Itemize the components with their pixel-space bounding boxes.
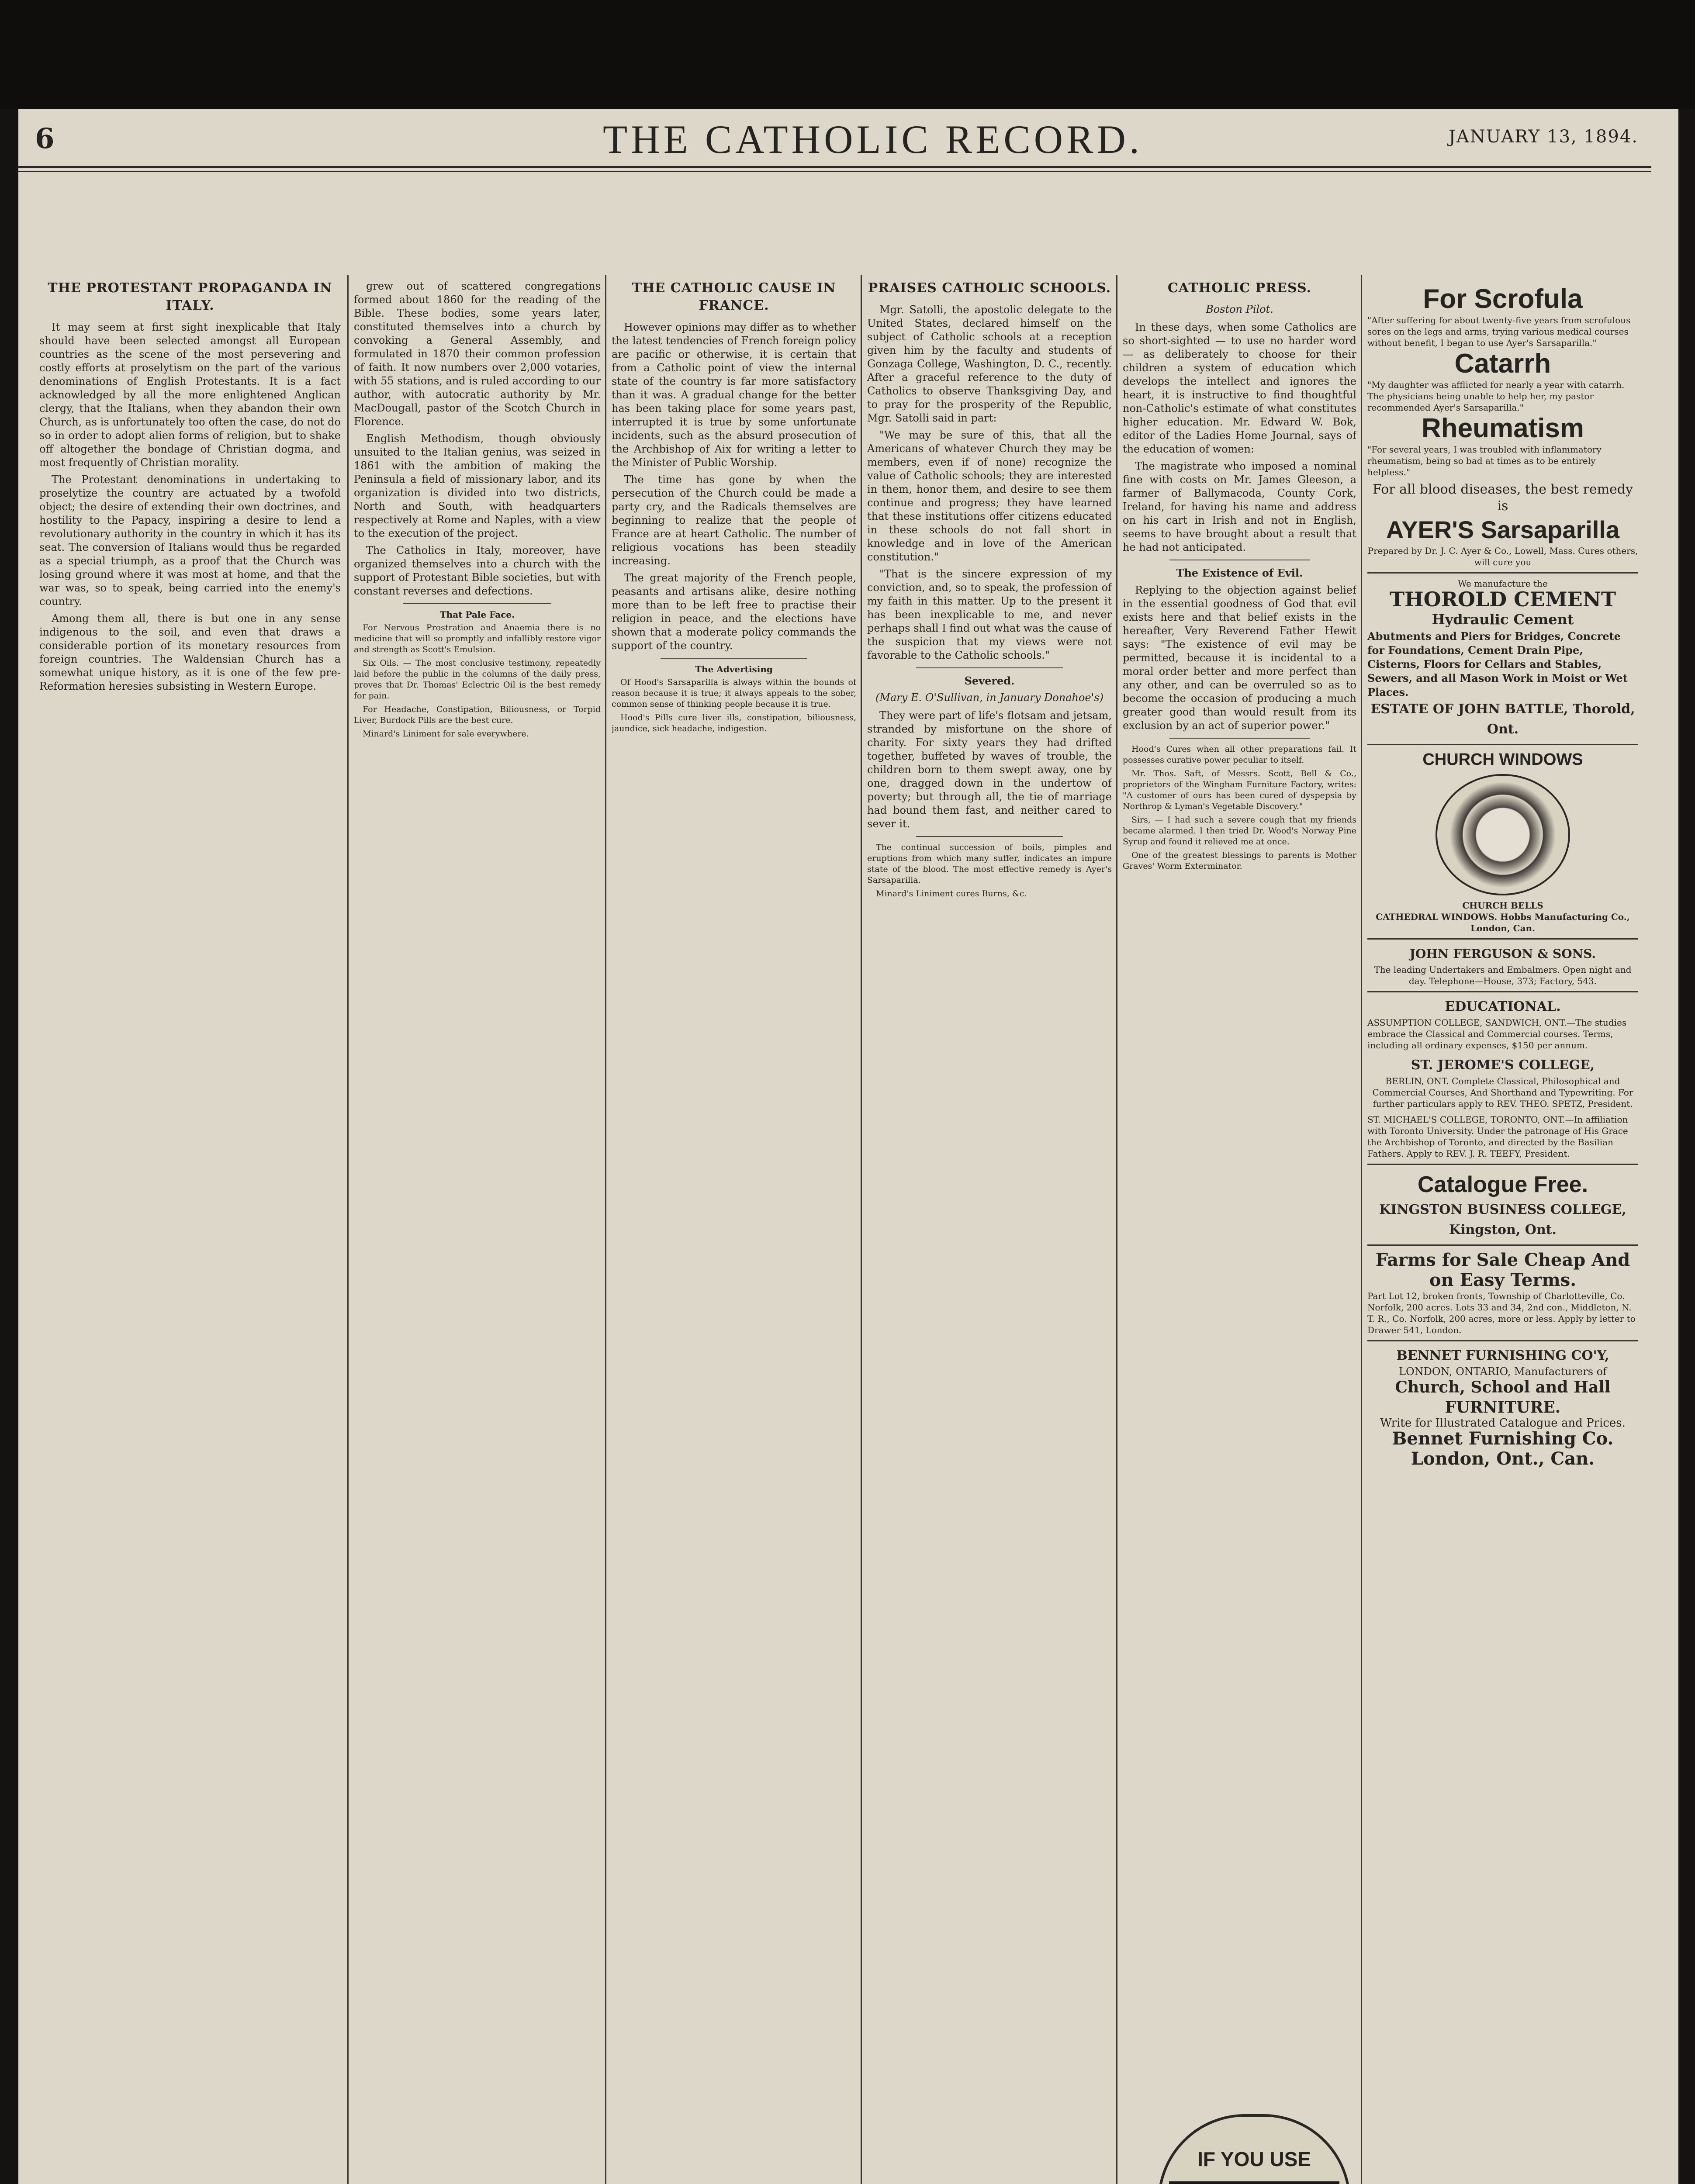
masthead-rule: [17, 166, 1651, 168]
paragraph: Among them all, there is but one in any sense indigenous to the soil, and even that draws a considerable portion of its monetary resources from foreign countries. The Waldensian Church has a somewhat unique history, as it is one of the few pre-Reformation heresies subsisting in Western Europe.: [39, 612, 341, 692]
column-catholic-press: [1123, 280, 1356, 2105]
scan-border: [0, 0, 1695, 109]
paragraph: English Methodism, though obviously unsuited to the Italian genius, was seized in 1861 with the ambition of making the Peninsula a field of missionary labor, and its organization is divided into two districts, North and South, with headquarters respectively at Rome and Naples, with a view to the execution of the project.: [354, 432, 601, 539]
ad-text: BERLIN, ONT. Complete Classical, Philosophical and Commercial Courses, And Shorthand and Typewriting. For further particulars apply to REV. THEO. SPETZ, President.: [1372, 1076, 1633, 1109]
ad-heading: Farms for Sale Cheap And on Easy Terms.: [1375, 1250, 1630, 1290]
small-ad: One of the greatest blessings to parents is Mother Graves' Worm Exterminator.: [1123, 850, 1356, 871]
paragraph: The magistrate who imposed a nominal fine with costs on Mr. James Gleeson, a farmer of Ballymacoda, County Cork, Ireland, for having his name and address on his cart in Irish and not in English, seems to have brought about a result that he had not anticipated.: [1123, 460, 1356, 553]
stained-glass-illustration: [1436, 774, 1570, 895]
thorold-cement-ad: [1367, 574, 1638, 745]
page-number: 6: [35, 122, 55, 155]
ad-text: Part Lot 12, broken fronts, Township of Charlotteville, Co. Norfolk, 200 acres. Lots 33 and 34, 2nd con., Middleton, N. T. R., Co. Norfolk, 200 acres, more or less. Apply by letter to Drawer 541, London.: [1367, 1291, 1636, 1335]
paragraph: The great majority of the French people, peasants and artisans alike, desire nothing more than to be left free to practise their religion in peace, and the elections have shown that a moderate policy commands the support of the country.: [612, 572, 856, 652]
paragraph: grew out of scattered congregations formed about 1860 for the reading of the Bible. These bodies, some years later, constituted themselves into a church by convoking a General Assembly, and formulated in 1870 their common profession of faith. It now numbers over 2,000 votaries, with 55 stations, and is ruled according to our author, with autocratic authority by Mr. MacDougall, pastor of the Scotch Church in Florence.: [354, 280, 601, 428]
notice-headline: That Pale Face.: [439, 609, 515, 620]
advertising-body: [612, 677, 856, 734]
sunlight-brand: [1169, 2181, 1339, 2184]
column-rule: [605, 275, 606, 2184]
ad-text: ASSUMPTION COLLEGE, SANDWICH, ONT.—The studies embrace the Classical and Commercial courses. Terms, including all ordinary expenses, $150 per annum.: [1367, 1017, 1627, 1051]
ad-text: KINGSTON BUSINESS COLLEGE, Kingston, Ont.: [1379, 1202, 1626, 1237]
sunlight-top: IF YOU USE: [1197, 2148, 1311, 2170]
column-rule: [1361, 275, 1362, 2184]
advertisement-column: [1367, 280, 1638, 1473]
ad-heading: THOROLD CEMENT: [1389, 587, 1616, 611]
separator: [916, 836, 1063, 837]
sub-headline: The Existence of Evil.: [1176, 567, 1303, 579]
business-college-ad: [1367, 1165, 1638, 1246]
paragraph: Replying to the objection against belief in the essential goodness of God that evil exists here and that belief exists in the hereafter, Very Reverend Father Hewit says: "The existence of evil may be permitted, because it is incidental to a moral order better and more perfect than any other, and can be overruled so as to become the occasion of producing a much greater good than would result from its exclusion by an act of superior power.": [1123, 584, 1356, 732]
ad-subheading: Hydraulic Cement: [1432, 611, 1574, 628]
ad-text: The leading Undertakers and Embalmers. Open night and day. Telephone—House, 373; Factory, 543.: [1374, 964, 1632, 986]
article-headline: THE PROTESTANT PROPAGANDA IN ITALY.: [48, 280, 332, 313]
paragraph: The time has gone by when the persecution of the Church could be made a party cry, and the Radicals themselves are beginning to realize that the people of France are at heart Catholic. The number of religious vocations has been steadily increasing.: [612, 473, 856, 567]
advertising-text: Of Hood's Sarsaparilla is always within the bounds of reason because it is true; it always appeals to the sober, common sense of thinking people because it is true.: [612, 677, 856, 709]
ad-heading: Rheumatism: [1421, 413, 1584, 443]
footer-ad: Minard's Liniment cures Burns, &c.: [876, 889, 1027, 898]
article-body: [612, 321, 856, 653]
issue-date: JANUARY 13, 1894.: [1448, 127, 1638, 147]
small-ad: Six Oils. — The most conclusive testimony, repeatedly laid before the public in the columns of the daily press, proves that Dr. Thomas' Eclectric Oil is the best remedy for pain.: [354, 658, 601, 701]
paragraph: "That is the sincere expression of my conviction, and, so to speak, the profession of my faith in this matter. Up to the present it has been inexplicable to me, and never perhaps shall I find out what was the cause of the suspicion that my views were not favorable to the Catholic schools.": [867, 568, 1112, 661]
masthead-rule-thin: [17, 171, 1651, 172]
sub-body: [1123, 584, 1356, 733]
ad-text: ST. MICHAEL'S COLLEGE, TORONTO, ONT.—In affiliation with Toronto University. Under the patronage of His Grace the Archbishop of Toronto, and directed by the Basilian Fathers. Apply to REV. J. R. TEEFY, President.: [1367, 1114, 1628, 1159]
column-praises-catholic-schools: [867, 280, 1112, 2184]
ad-heading: BENNET FURNISHING CO'Y,: [1396, 1348, 1609, 1363]
footer-ad: Hood's Pills cure liver ills, constipation, biliousness, jaundice, sick headache, indigestion.: [612, 713, 856, 733]
poem-credit: (Mary E. O'Sullivan, in January Donahoe's): [875, 691, 1103, 704]
small-ad: Minard's Liniment for sale everywhere.: [363, 729, 529, 739]
article-headline: PRAISES CATHOLIC SCHOOLS.: [868, 280, 1111, 296]
ad-footer: Prepared by Dr. J. C. Ayer & Co., Lowell, Mass. Cures others, will cure you: [1367, 546, 1638, 567]
ad-heading: Catarrh: [1454, 349, 1551, 379]
ad-text: The continual succession of boils, pimples and eruptions from which many suffer, indicates an impure state of the blood. The most effective remedy is Ayer's Sarsaparilla.: [867, 843, 1112, 885]
notice-body: [354, 622, 601, 740]
ad-text: LONDON, ONTARIO, Manufacturers of: [1399, 1365, 1607, 1378]
poem-body: [867, 709, 1112, 831]
ad-text: "My daughter was afflicted for nearly a year with catarrh. The physicians being unable to help her, my pastor recommended Ayer's Sarsaparilla.": [1367, 380, 1625, 413]
poem-headline: Severed.: [964, 674, 1015, 687]
column-protestant-continued: [354, 280, 601, 2184]
small-ad: For Headache, Constipation, Biliousness, or Torpid Liver, Burdock Pills are the best cure.: [354, 705, 601, 725]
column-protestant-propaganda: [39, 280, 341, 2184]
column-rule: [347, 275, 349, 2184]
ad-heading: For Scrofula: [1423, 284, 1583, 314]
ads-body: [1123, 744, 1356, 872]
ad-text: "For several years, I was troubled with inflammatory rheumatism, being so bad at times as to be entirely helpless.": [1367, 444, 1602, 477]
church-windows-ad: [1367, 745, 1638, 940]
separator: [403, 603, 551, 604]
ad-side-label: CHURCH BELLS: [1462, 900, 1543, 911]
paragraph: However opinions may differ as to whether the latest tendencies of French foreign policy are pacific or otherwise, it is certain that from a Catholic point of view the internal state of the country is far more satisfactory than it was. A gradual change for the better has been taking place for some years past, interrupted it is true by some unfortunate incidents, such as the absurd prosecution of the Archbishop of Aix for writing a letter to the Minister of Public Worship.: [612, 321, 856, 469]
ad-heading: ST. JEROME'S COLLEGE,: [1411, 1057, 1595, 1073]
article-headline: CATHOLIC PRESS.: [1167, 280, 1312, 296]
ad-footer: CATHEDRAL WINDOWS. Hobbs Manufacturing Co., London, Can.: [1376, 912, 1630, 933]
column-rule: [861, 275, 862, 2184]
separator: [661, 658, 807, 659]
advertising-headline: The Advertising: [695, 664, 773, 674]
article-headline: THE CATHOLIC CAUSE IN FRANCE.: [632, 280, 836, 313]
ad-lead: For all blood diseases, the best remedy is: [1373, 482, 1633, 514]
ad-heading: EDUCATIONAL.: [1445, 999, 1561, 1014]
ad-heading: JOHN FERGUSON & SONS.: [1409, 947, 1596, 961]
paragraph: The Catholics in Italy, moreover, have organized themselves into a church with the support of Protestant Bible societies, but with constant reverses and defections.: [354, 544, 601, 597]
ad-text: Abutments and Piers for Bridges, Concrete for Foundations, Cement Drain Pipe, Cisterns, Floors for Cellars and Stables, Sewers, and all Mason Work in Moist or Wet Places.: [1367, 630, 1628, 698]
paragraph: They were part of life's flotsam and jetsam, stranded by misfortune on the shore of charity. For sixty years they had drifted together, buffeted by waves of trouble, the children born to them swept away, one by one, dragged down in the undertow of poverty; but through all, the tie of marriage had bound them fast, and neither cared to sever it.: [867, 709, 1112, 830]
farms-ad: [1367, 1246, 1638, 1341]
article-body: [1123, 321, 1356, 554]
column-rule: [1116, 275, 1117, 2184]
separator: [916, 667, 1063, 668]
ad-subheading: Church, School and Hall FURNITURE.: [1395, 1378, 1611, 1417]
paragraph: Mgr. Satolli, the apostolic delegate to the United States, declared himself on the subject of Catholic schools at a reception given him by the faculty and students of Gonzaga College, Washington, D. C., recently. After a graceful reference to the duty of Catholics to observe Thanksgiving Day, and to pray for the prosperity of the Republic, Mgr. Satolli said in part:: [867, 304, 1112, 424]
ayers-ad: [1367, 280, 1638, 574]
educational-ad: [1367, 992, 1638, 1165]
separator: [1169, 738, 1310, 739]
ayers-brand: AYER'S Sarsaparilla: [1386, 516, 1620, 543]
article-body: [354, 280, 601, 598]
ad-body: [867, 842, 1112, 899]
ad-heading: CHURCH WINDOWS: [1422, 750, 1583, 769]
article-byline: Boston Pilot.: [1206, 303, 1273, 315]
article-body: [867, 303, 1112, 662]
ad-text: "After suffering for about twenty-five years from scrofulous sores on the legs and arms, trying various medical courses without benefit, I began to use Ayer's Sarsaparilla.": [1367, 315, 1631, 348]
paragraph: It may seem at first sight inexplicable that Italy should have been selected amongst all European countries as the scene of the most persevering and costly efforts at proselytism on the part of the various denominations of English Protestants. It is a fact acknowledged by all the more enlightened Anglican clergy, that the Italians, when they abandon their own Church, as is unfortunately too often the case, do not do so in order to adopt alien forms of religion, but to shake off altogether the bondage of Christian dogma, and most frequently of Christian morality.: [39, 321, 341, 469]
ad-firm: ESTATE OF JOHN BATTLE, Thorold, Ont.: [1370, 702, 1635, 737]
small-ad: Hood's Cures when all other preparations fail. It possesses curative power peculiar to itself.: [1123, 744, 1356, 765]
notice-text: For Nervous Prostration and Anaemia there is no medicine that will so promptly and infallibly restore vigor and strength as Scott's Emulsion.: [354, 623, 601, 654]
paragraph: The Protestant denominations in undertaking to proselytize the country are actuated by a twofold object; the desire of extending their own doctrines, and hostility to the Papacy, inspiring a desire to lend a revolutionary authority in the country in which it has its seat. The conversion of Italians would thus be regarded as a special triumph, as a proof that the Church was losing ground where it was most at home, and that the war was, so to speak, being carried into the enemy's country.: [39, 473, 341, 608]
article-body: [39, 321, 341, 693]
ad-heading: Catalogue Free.: [1417, 1172, 1588, 1197]
paragraph: "We may be sure of this, that all the Americans of whatever Church they may be members, even if of none) recognize the value of Catholic schools; they are interested in them, honor them, and desire to see them continue and progress; they have learned that these institutions offer citizens educated in these schools do not fall short in knowledge and in love of the American constitution.": [867, 429, 1112, 563]
masthead: [17, 114, 1651, 162]
bennet-furnishing-ad: [1367, 1341, 1638, 1473]
small-ad: Sirs, — I had such a severe cough that my friends became alarmed. I then tried Dr. Wood's Norway Pine Syrup and found it relieved me at once.: [1123, 815, 1356, 847]
paragraph: In these days, when some Catholics are so short-sighted — to use no harder word — as deliberately to choose for their children a system of education which develops the intellect and ignores the heart, it is instructive to find thoughtful non-Catholic's estimate of what constitutes higher education. Mr. Edward W. Bok, editor of the Ladies Home Journal, says of the education of women:: [1123, 321, 1356, 455]
undertakers-ad: [1367, 940, 1638, 992]
small-ad: Mr. Thos. Saft, of Messrs. Scott, Bell & Co., proprietors of the Wingham Furniture Factory, writes: "A customer of ours has been cured of dyspepsia by Northrop & Lyman's Vegetable Discovery.": [1123, 769, 1356, 811]
column-catholic-cause-france: [612, 280, 856, 2184]
ad-lead: We manufacture the: [1458, 578, 1548, 589]
newspaper-title: THE CATHOLIC RECORD.: [603, 117, 1143, 162]
ad-text: Write for Illustrated Catalogue and Prices.: [1380, 1417, 1626, 1430]
ad-firm: Bennet Furnishing Co. London, Ont., Can.: [1392, 1428, 1614, 1469]
